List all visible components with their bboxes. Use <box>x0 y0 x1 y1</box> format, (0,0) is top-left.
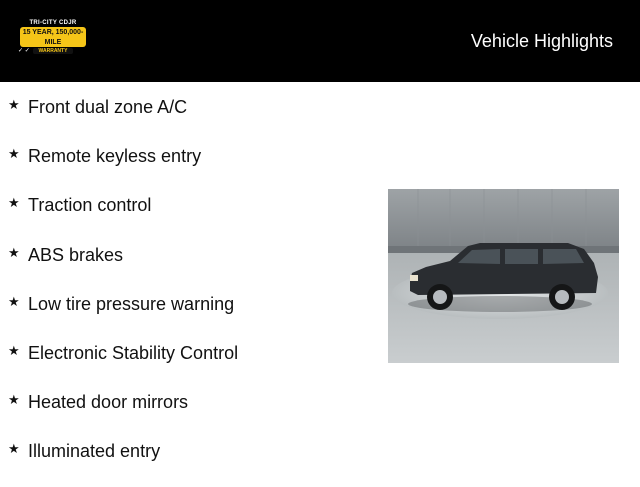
feature-item <box>8 142 238 191</box>
logo-warranty-years: 15 YEAR, 150,000-MILE <box>22 29 84 46</box>
feature-list <box>8 93 238 487</box>
star-icon: ★ <box>8 195 20 211</box>
star-icon: ★ <box>8 342 20 358</box>
logo-badge <box>20 27 86 54</box>
feature-item <box>8 437 238 486</box>
feature-label: Front dual zone A/C <box>28 97 188 117</box>
feature-item <box>8 241 238 290</box>
feature-label: Electronic Stability Control <box>28 342 239 363</box>
star-icon: ★ <box>8 97 20 112</box>
logo-warranty-label: WARRANTY <box>33 48 73 54</box>
feature-label: Low tire pressure warning <box>28 293 235 314</box>
feature-item <box>8 339 238 388</box>
feature-label: Traction control <box>28 195 152 216</box>
logo-dealer-name: TRI-CITY CDJR <box>29 20 77 26</box>
vehicle-photo[interactable] <box>388 189 619 363</box>
feature-item <box>8 290 238 339</box>
feature-item <box>8 191 238 240</box>
feature-label: Heated door mirrors <box>28 392 189 413</box>
star-icon: ★ <box>8 244 20 260</box>
feature-item <box>8 388 238 437</box>
feature-label: ABS brakes <box>28 244 124 265</box>
feature-label: Remote keyless entry <box>28 146 202 167</box>
star-icon: ★ <box>8 392 20 408</box>
star-icon: ★ <box>8 146 20 162</box>
star-icon: ★ <box>8 293 20 309</box>
header-bar <box>0 0 640 82</box>
feature-item <box>8 93 238 142</box>
dealer-warranty-logo[interactable] <box>18 20 88 54</box>
page-title: Vehicle Highlights <box>470 31 613 51</box>
feature-label: Illuminated entry <box>28 441 161 462</box>
star-icon: ★ <box>8 441 20 457</box>
minivan-image <box>388 189 619 363</box>
logo-check-marks: ✓ ✓ <box>18 48 30 54</box>
